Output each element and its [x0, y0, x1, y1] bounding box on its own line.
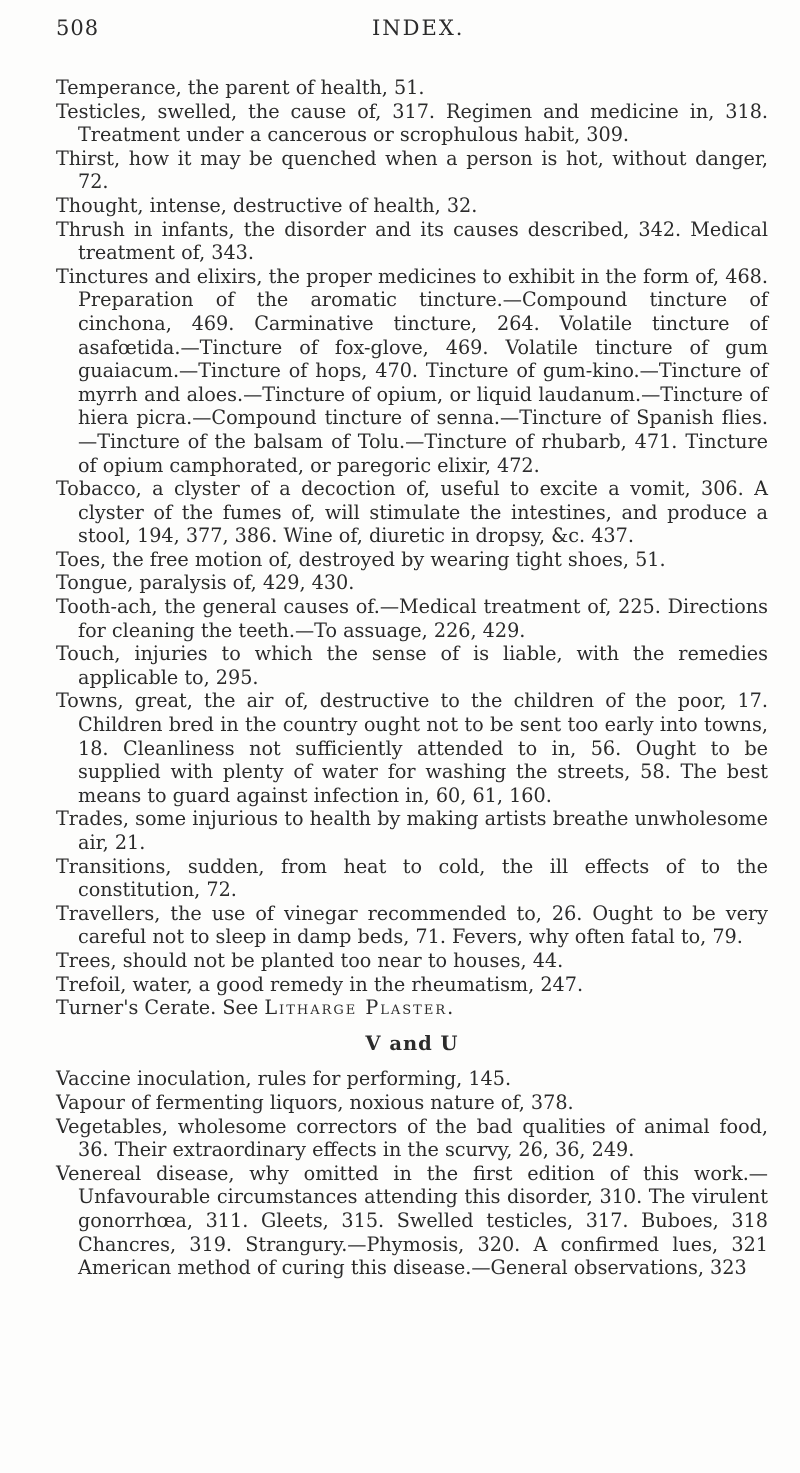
index-entry: Testicles, swelled, the cause of, 317. Regimen and medicine in, 318. Treatment under a cancerous or scrophulous habit, 309. — [56, 99, 768, 147]
index-entry: Thrush in infants, the disorder and its causes described, 342. Medical treatment of, 343. — [56, 217, 768, 265]
index-entries — [56, 76, 768, 1280]
index-entry: Vegetables, wholesome correctors of the bad qualities of animal food, 36. Their extraordinary effects in the scurvy, 26, 36, 249. — [56, 1114, 768, 1162]
section-heading: V and U — [365, 1031, 459, 1055]
index-entry: Tobacco, a clyster of a decoction of, useful to excite a vomit, 306. A clyster of the fumes of, will stimulate the intestines, and produce a stool, 194, 377, 386. Wine of, diuretic in dropsy, &c. 437. — [56, 477, 768, 548]
index-entry: Thought, intense, destructive of health, 32. — [56, 193, 478, 217]
index-entry: Trefoil, water, a good remedy in the rheumatism, 247. — [56, 972, 584, 996]
index-entry: Touch, injuries to which the sense of is liable, with the remedies applicable to, 295. — [56, 642, 768, 689]
index-entry: Travellers, the use of vinegar recommended to, 26. Ought to be very careful not to sleep in damp beds, 71. Fevers, why often fatal to, 79. — [56, 901, 768, 949]
running-title: INDEX. — [372, 16, 465, 40]
index-entry: Transitions, sudden, from heat to cold, the ill effects of to the constitution, 72. — [56, 854, 768, 902]
index-entry: Tongue, paralysis of, 429, 430. — [56, 571, 355, 595]
cross-reference: Litharge Plaster. — [264, 996, 456, 1020]
index-entry: Trees, should not be planted too near to houses, 44. — [56, 948, 564, 972]
index-entry: Temperance, the parent of health, 51. — [56, 76, 425, 99]
page-number: 508 — [56, 16, 100, 40]
index-entry: Thirst, how it may be quenched when a person is hot, without danger, 72. — [56, 146, 768, 194]
index-entry: Toes, the free motion of, destroyed by wearing tight shoes, 51. — [56, 547, 666, 571]
entry-text: Turner's Cerate. See — [56, 996, 265, 1020]
page-header — [56, 8, 756, 48]
index-entry: Tooth-ach, the general causes of.—Medical treatment of, 225. Directions for cleaning the teeth.—To assuage, 226, 429. — [56, 595, 768, 642]
index-entry: Towns, great, the air of, destructive to the children of the poor, 17. Children bred in the country ought not to be sent too early into towns, 18. Cleanliness not sufficiently attended to in, 56. Ought to be supplied with plenty of water for washing the streets, 58. The best means to guard against infection in, 60, 61, 160. — [56, 689, 768, 807]
index-entry: Tinctures and elixirs, the proper medicines to exhibit in the form of, 468. Preparation of the aromatic tincture.—Compound tincture of cinchona, 469. Carminative tincture, 264. Volatile tincture of asafœtida.—Tincture of fox-glove, 469. Volatile tincture of gum guaiacum.—Tincture of hops, 470. Tincture of gum-kino.—Tincture of myrrh and aloes.—Tincture of opium, or liquid laudanum.—Tincture of hiera picra.—Compound tincture of senna.—Tincture of Spanish flies.—Tincture of the balsam of Tolu.—Tincture of rhubarb, 471. Tincture of opium camphorated, or paregoric elixir, 472. — [56, 264, 768, 477]
index-entry-turners-cerate — [56, 996, 768, 1020]
index-entry: Trades, some injurious to health by making artists breathe unwholesome air, 21. — [56, 807, 768, 854]
index-entry: Vaccine inoculation, rules for performing, 145. — [56, 1067, 512, 1091]
index-entry: Vapour of fermenting liquors, noxious nature of, 378. — [56, 1090, 574, 1114]
index-entry: Venereal disease, why omitted in the first edition of this work.—Unfavourable circumstances attending this disorder, 310. The virulent gonorrhœa, 311. Gleets, 315. Swelled testicles, 317. Buboes, 318 Chancres, 319. Strangury.—Phymosis, 320. A confirmed lues, 321 American method of curing this disease.—General observations, 323 — [56, 1161, 768, 1280]
